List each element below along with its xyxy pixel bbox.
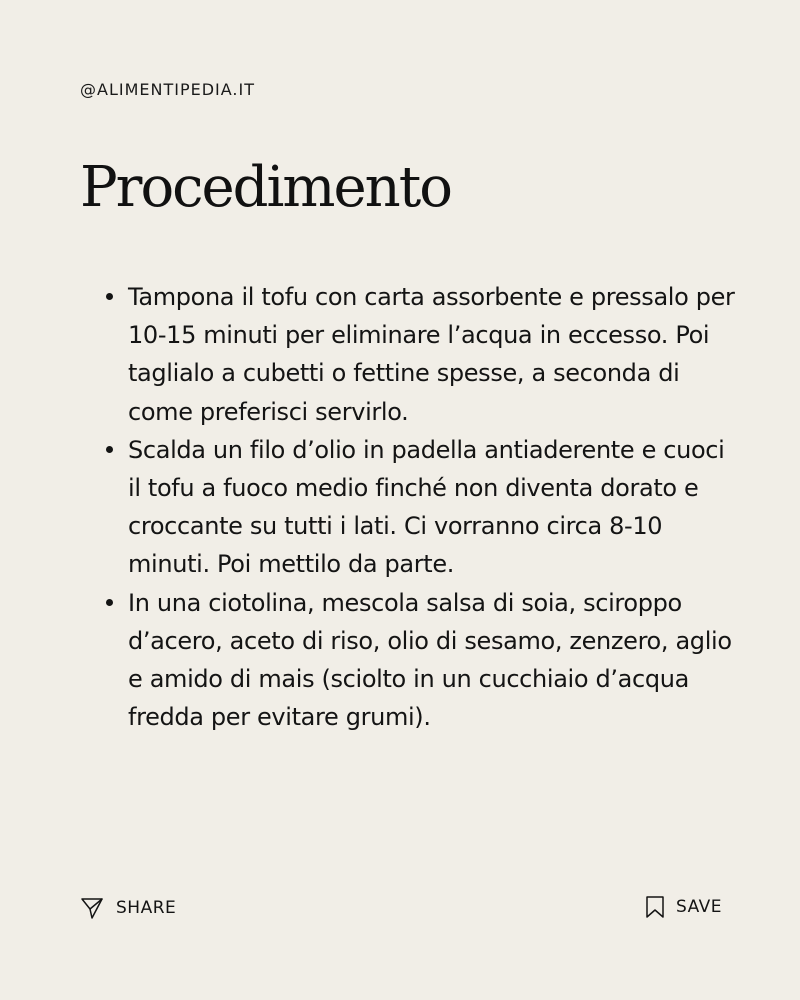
- list-item: [98, 584, 738, 737]
- account-handle: @ALIMENTIPEDIA.IT: [80, 80, 255, 99]
- bullet-icon: [106, 446, 113, 453]
- bullet-icon: [106, 293, 113, 300]
- list-item: [98, 278, 738, 431]
- step-text: Scalda un filo d’olio in padella antiaderente e cuoci il tofu a fuoco medio finché non diventa dorato e croccante su tutti i lati. Ci vorranno circa 8-10 minuti. Poi mettilo da parte.: [128, 435, 725, 579]
- step-text: Tampona il tofu con carta assorbente e pressalo per 10-15 minuti per eliminare l’acqua in eccesso. Poi taglialo a cubetti o fettine spesse, a seconda di come preferisci servirlo.: [128, 283, 735, 426]
- steps-list: [98, 278, 738, 736]
- save-button[interactable]: [646, 896, 722, 918]
- page-title: Procedimento: [80, 155, 451, 220]
- list-item: [98, 431, 738, 584]
- paper-plane-icon: [80, 896, 104, 920]
- bullet-icon: [106, 599, 113, 606]
- bookmark-icon: [646, 896, 664, 918]
- share-button[interactable]: [80, 896, 176, 920]
- save-label: SAVE: [676, 897, 723, 917]
- share-label: SHARE: [116, 898, 177, 918]
- step-text: In una ciotolina, mescola salsa di soia, sciroppo d’acero, aceto di riso, olio di sesamo, zenzero, aglio e amido di mais (sciolto in un cucchiaio d’acqua fredda per evitare grumi).: [128, 588, 732, 732]
